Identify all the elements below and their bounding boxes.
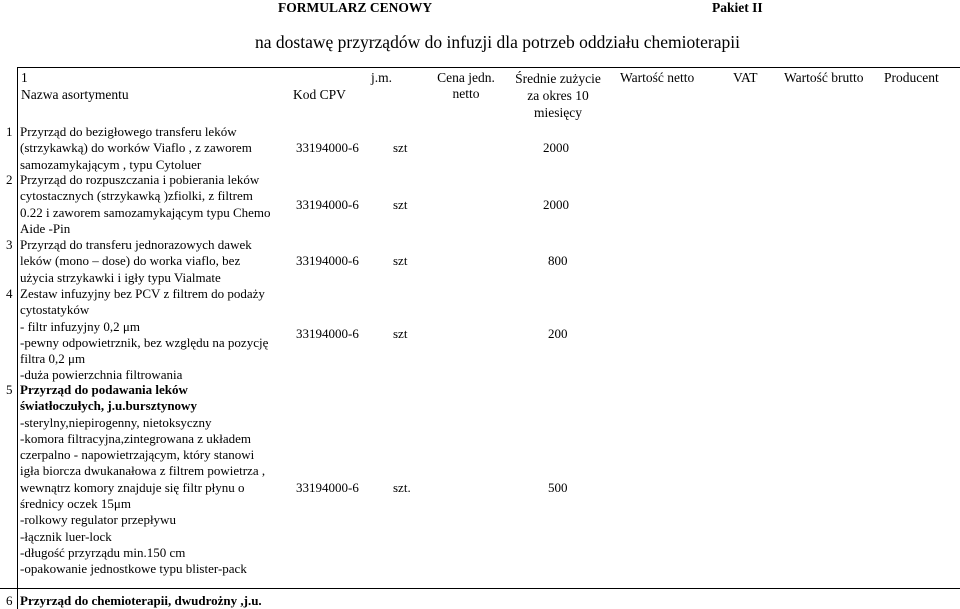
row-5-line: -rolkowy regulator przepływu xyxy=(20,512,176,528)
row-5-qty: 500 xyxy=(548,480,568,495)
table-top-border xyxy=(17,67,960,68)
row-3-no: 3 xyxy=(6,237,13,252)
row-5-unit: szt. xyxy=(393,480,411,495)
row-4-description xyxy=(20,286,268,384)
row-5-line: -opakowanie jednostkowe typu blister-pack xyxy=(20,561,247,577)
col-header-usage-line1: Średnie zużycie xyxy=(515,71,601,86)
row-2-no: 2 xyxy=(6,172,13,187)
row-5-line: średnicy oczek 15μm xyxy=(20,496,131,512)
row-5-line: czerpalno - napowietrzającym, który stanowi xyxy=(20,447,255,463)
col-header-unit: j.m. xyxy=(371,70,393,85)
row-4-unit: szt xyxy=(393,326,408,341)
row-5-title-line: światłoczułych, j.u.bursztynowy xyxy=(20,398,197,414)
row-1-unit: szt xyxy=(393,140,408,155)
row-1-cpv: 33194000-6 xyxy=(296,140,359,155)
row-4-no: 4 xyxy=(6,286,13,301)
col-header-gross-value: Wartość brutto xyxy=(784,70,864,85)
page-subtitle: na dostawę przyrządów do infuzji dla potrzeb oddziału chemioterapii xyxy=(255,32,740,52)
row-6-title-line: Przyrząd do chemioterapii, dwudrożny ,j.u. xyxy=(20,593,262,608)
row-2-cpv: 33194000-6 xyxy=(296,197,359,212)
package-label: Pakiet II xyxy=(712,0,763,15)
row-1-line: samozamykającym , typu Cytoluer xyxy=(20,156,202,172)
form-title: FORMULARZ CENOWY xyxy=(278,0,433,15)
col-header-no: 1 xyxy=(21,70,28,85)
row-3-qty: 800 xyxy=(548,253,568,268)
col-header-usage-line2: za okres 10 xyxy=(527,88,589,103)
row-5-description xyxy=(20,382,265,578)
row-3-line: użycia strzykawki i igły typu Vialmate xyxy=(20,269,221,285)
col-header-producer: Producent xyxy=(884,70,939,85)
row-5-cpv: 33194000-6 xyxy=(296,480,359,495)
col-header-unit-price xyxy=(430,70,502,102)
col-header-usage xyxy=(503,70,613,121)
col-header-unit-price-line1: Cena jedn. xyxy=(437,70,495,85)
col-header-cpv: Kod CPV xyxy=(293,87,346,102)
row-2-line: Przyrząd do rozpuszczania i pobierania leków xyxy=(20,172,260,187)
row-5-no: 5 xyxy=(6,382,13,397)
col-header-vat: VAT xyxy=(733,70,758,85)
row-1-line: (strzykawką) do worków Viaflo , z zaworem xyxy=(20,140,252,156)
row-1-line: Przyrząd do bezigłowego transferu leków xyxy=(20,124,237,139)
row-2-qty: 2000 xyxy=(543,197,569,212)
row-4-line: cytostatyków xyxy=(20,302,90,318)
row-3-line: leków (mono – dose) do worka viaflo, bez xyxy=(20,253,241,269)
row-2-line: cytostacznych (strzykawką )zfiolki, z filtrem xyxy=(20,188,253,204)
row-5-line: -komora filtracyjna,zintegrowana z układem xyxy=(20,430,252,446)
row-5-line: wewnątrz komory znajduje się filtr płynu o xyxy=(20,479,245,495)
row-4-line: -duża powierzchnia filtrowania xyxy=(20,367,183,383)
row-5-line: -sterylny,niepirogenny, nietoksyczny xyxy=(20,414,212,430)
col-header-unit-price-line2: netto xyxy=(452,86,480,101)
row-5-line: igła biorcza dwukanałowa z filtrem powietrza , xyxy=(20,463,266,479)
table-left-border xyxy=(17,67,18,609)
row-4-line: -pewny odpowietrznik, bez względu na pozycję xyxy=(20,334,269,350)
row-4-line: filtra 0,2 μm xyxy=(20,351,86,367)
row-5-line: -długość przyrządu min.150 cm xyxy=(20,544,186,560)
row-4-cpv: 33194000-6 xyxy=(296,326,359,341)
row-6-no: 6 xyxy=(6,593,13,608)
row-2-unit: szt xyxy=(393,197,408,212)
row-3-description xyxy=(20,237,252,286)
row-4-qty: 200 xyxy=(548,326,568,341)
row-1-no: 1 xyxy=(6,124,13,139)
row-4-line: Zestaw infuzyjny bez PCV z filtrem do podaży xyxy=(20,286,265,301)
row-2-description xyxy=(20,172,271,237)
row-1-qty: 2000 xyxy=(543,140,569,155)
row-5-title-line: Przyrząd do podawania leków xyxy=(20,382,188,397)
row-2-line: Aide -Pin xyxy=(20,220,71,236)
row-6-top-border xyxy=(0,588,960,589)
row-3-line: Przyrząd do transferu jednorazowych dawek xyxy=(20,237,252,252)
row-1-description xyxy=(20,124,252,173)
col-header-name: Nazwa asortymentu xyxy=(21,87,129,102)
row-3-unit: szt xyxy=(393,253,408,268)
row-5-line: -łącznik luer-lock xyxy=(20,528,112,544)
row-4-line: - filtr infuzyjny 0,2 μm xyxy=(20,318,140,334)
col-header-usage-line3: miesięcy xyxy=(534,105,582,120)
row-2-line: 0.22 i zaworem samozamykającym typu Chemo xyxy=(20,204,271,220)
col-header-net-value: Wartość netto xyxy=(620,70,695,85)
row-3-cpv: 33194000-6 xyxy=(296,253,359,268)
